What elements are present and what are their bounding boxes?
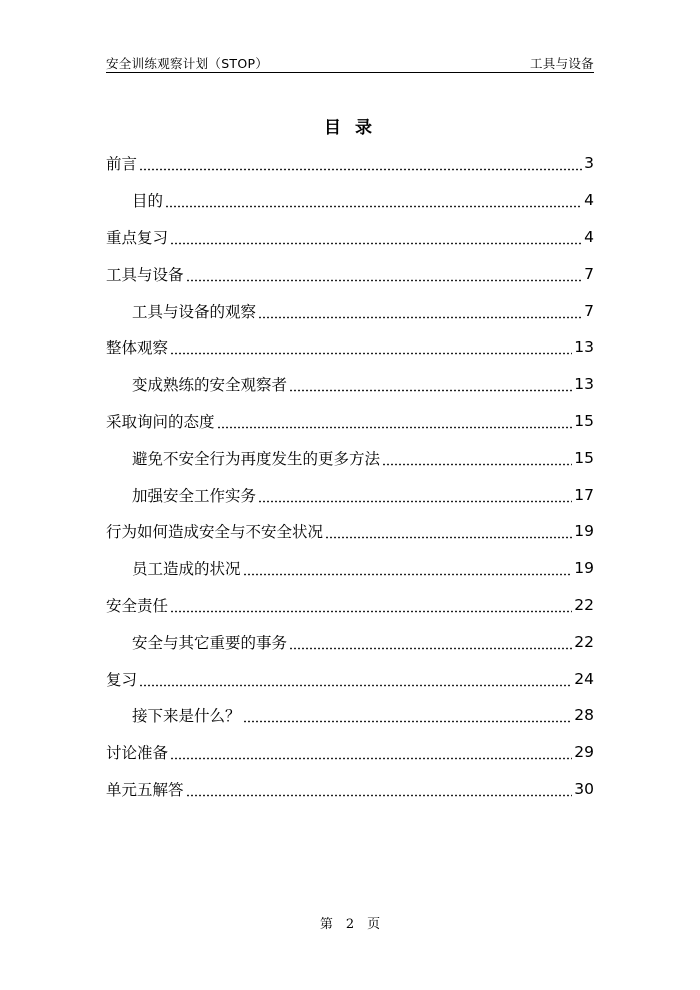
toc-entry[interactable] <box>106 476 594 513</box>
toc-entry[interactable] <box>106 660 594 697</box>
toc-entry-label: 避免不安全行为再度发生的更多方法 <box>132 449 381 468</box>
toc-entry-page-number: 28 <box>574 706 594 725</box>
toc-dot-leader <box>165 192 582 208</box>
toc-entry[interactable] <box>106 292 594 329</box>
toc-entry-label: 行为如何造成安全与不安全状况 <box>106 523 324 542</box>
toc-dot-leader <box>186 781 573 797</box>
toc-entry-label: 安全责任 <box>106 596 169 615</box>
toc-entry-page-number: 24 <box>574 669 594 688</box>
toc-entry[interactable] <box>106 329 594 366</box>
toc-entry-page-number: 29 <box>574 743 594 762</box>
toc-entry-label: 工具与设备 <box>106 265 184 284</box>
toc-entry-page-number: 30 <box>574 779 594 798</box>
toc-entry[interactable] <box>106 255 594 292</box>
toc-entry[interactable] <box>106 623 594 660</box>
toc-entry-label: 安全与其它重要的事务 <box>132 633 288 652</box>
toc-entry-page-number: 17 <box>574 485 594 504</box>
toc-entry-label: 变成熟练的安全观察者 <box>132 376 288 395</box>
toc-entry-page-number: 13 <box>574 375 594 394</box>
toc-dot-leader <box>289 376 572 392</box>
page-number-footer: 第 2 页 <box>319 917 381 932</box>
toc-entry-page-number: 13 <box>574 338 594 357</box>
toc-entry[interactable] <box>106 182 594 219</box>
toc-entry-page-number: 19 <box>574 522 594 541</box>
toc-entry-page-number: 15 <box>574 448 594 467</box>
toc-entry-page-number: 4 <box>584 191 594 210</box>
toc-entry[interactable] <box>106 219 594 256</box>
toc-entry-label: 前言 <box>106 155 138 174</box>
header-divider <box>106 72 594 73</box>
toc-dot-leader <box>186 266 583 282</box>
toc-entry-label: 目的 <box>132 192 164 211</box>
toc-entry-label: 重点复习 <box>106 228 169 247</box>
toc-entry-label: 工具与设备的观察 <box>132 302 257 321</box>
toc-dot-leader <box>170 229 582 245</box>
toc-entry-label: 加强安全工作实务 <box>132 486 257 505</box>
toc-entry-page-number: 15 <box>574 411 594 430</box>
toc-dot-leader <box>139 671 572 687</box>
toc-entry-page-number: 7 <box>584 301 594 320</box>
toc-entry-label: 采取询问的态度 <box>106 412 215 431</box>
toc-entry[interactable] <box>106 734 594 771</box>
toc-entry[interactable] <box>106 145 594 182</box>
page-header <box>106 52 594 72</box>
toc-entry-page-number: 4 <box>584 227 594 246</box>
toc-entry[interactable] <box>106 403 594 440</box>
toc-entry-page-number: 19 <box>574 559 594 578</box>
toc-entry[interactable] <box>106 513 594 550</box>
toc-dot-leader <box>170 339 572 355</box>
toc-dot-leader <box>243 560 573 576</box>
toc-entry[interactable] <box>106 587 594 624</box>
toc-entry-label: 复习 <box>106 670 138 689</box>
toc-entry[interactable] <box>106 366 594 403</box>
header-section-title: 工具与设备 <box>529 56 594 71</box>
toc-entry-page-number: 3 <box>584 154 594 173</box>
toc-entry-label: 员工造成的状况 <box>132 560 241 579</box>
toc-dot-leader <box>289 634 572 650</box>
toc-dot-leader <box>170 597 572 613</box>
toc-entry-page-number: 22 <box>574 595 594 614</box>
toc-entry[interactable] <box>106 439 594 476</box>
toc-entry-label: 讨论准备 <box>106 744 169 763</box>
toc-entry-page-number: 22 <box>574 632 594 651</box>
toc-entry-page-number: 7 <box>584 264 594 283</box>
toc-entry[interactable] <box>106 771 594 808</box>
toc-dot-leader <box>258 303 582 319</box>
toc-dot-leader <box>258 487 572 503</box>
toc-dot-leader <box>243 707 573 723</box>
header-document-title: 安全训练观察计划（STOP） <box>106 56 269 71</box>
toc-dot-leader <box>217 413 573 429</box>
toc-dot-leader <box>382 450 572 466</box>
toc-dot-leader <box>139 155 582 171</box>
toc-entry-label: 整体观察 <box>106 339 169 358</box>
toc-entry[interactable] <box>106 697 594 734</box>
toc-list <box>106 145 594 807</box>
toc-dot-leader <box>170 744 572 760</box>
toc-entry-label: 接下来是什么？ <box>132 707 241 726</box>
toc-entry-label: 单元五解答 <box>106 780 184 799</box>
toc-entry[interactable] <box>106 550 594 587</box>
toc-title: 目 录 <box>324 118 376 138</box>
toc-dot-leader <box>325 523 572 539</box>
